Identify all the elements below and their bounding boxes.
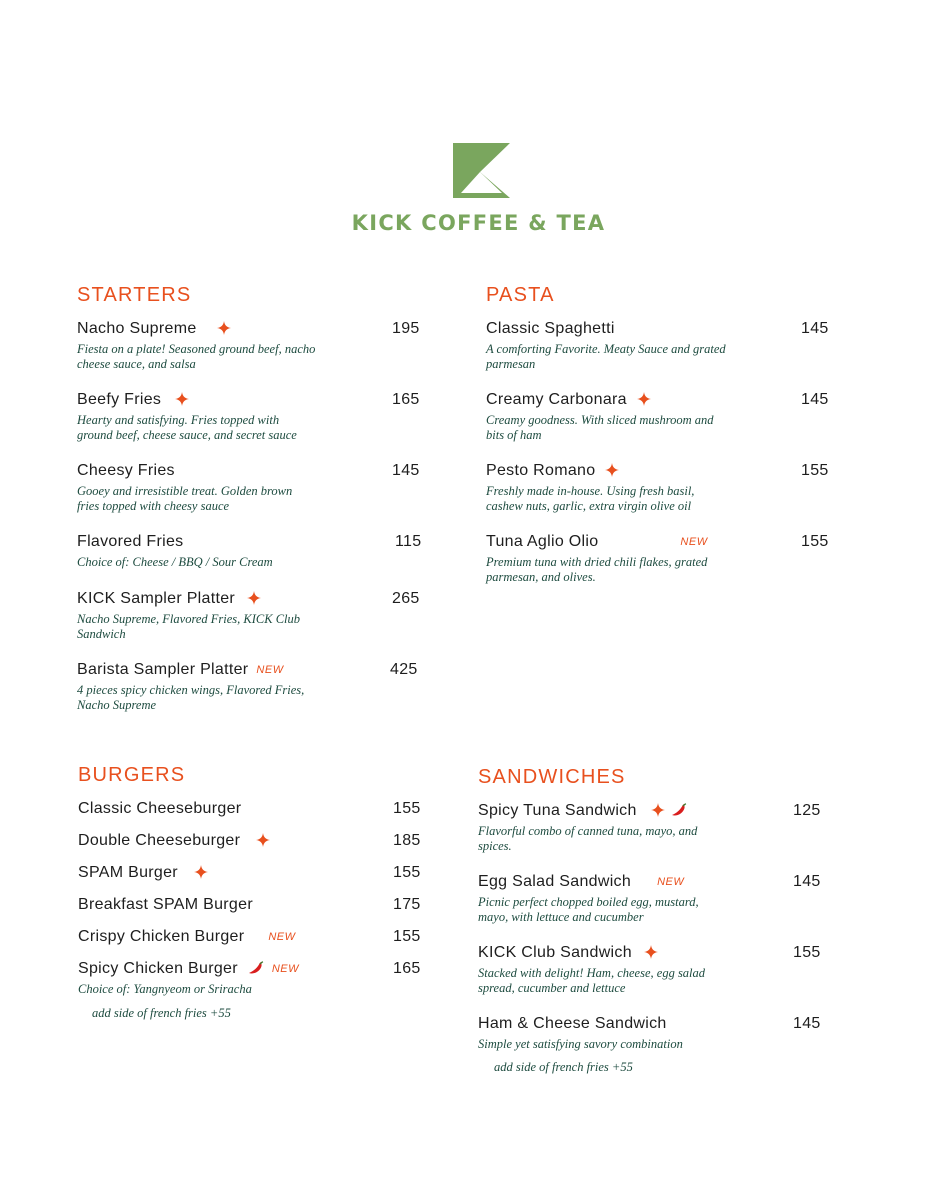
sparkle-icon — [194, 865, 208, 885]
item-price: 145 — [793, 1015, 821, 1032]
item-price: 145 — [801, 320, 829, 337]
item-name: Tuna Aglio Olio — [486, 533, 599, 550]
item-price: 265 — [392, 590, 420, 607]
sparkle-icon — [644, 945, 658, 965]
item-description: 4 pieces spicy chicken wings, Flavored Fries, Nacho Supreme — [77, 683, 305, 712]
section-title: BURGERS — [78, 764, 186, 786]
menu-item — [478, 801, 823, 872]
item-price: 155 — [801, 462, 829, 479]
item-name: Pesto Romano — [486, 462, 596, 479]
item-price: 155 — [801, 533, 829, 550]
item-description: Flavorful combo of canned tuna, mayo, and spices. — [478, 824, 698, 853]
item-price: 195 — [392, 320, 420, 337]
menu-item — [77, 319, 422, 390]
side-note: add side of french fries +55 — [92, 1006, 231, 1020]
item-name: Nacho Supreme — [77, 320, 197, 337]
item-description: Nacho Supreme, Flavored Fries, KICK Club Sandwich — [77, 612, 301, 641]
menu-item — [78, 895, 423, 927]
menu-item — [78, 863, 423, 895]
new-badge: NEW — [271, 963, 300, 975]
item-name: KICK Club Sandwich — [478, 944, 632, 961]
item-name: Spicy Chicken Burger — [78, 960, 238, 977]
menu-item — [78, 927, 423, 959]
item-name: SPAM Burger — [78, 864, 178, 881]
item-description: Hearty and satisfying. Fries topped with ground beef, cheese sauce, and secret sauce — [77, 413, 297, 442]
sparkle-icon — [651, 803, 665, 823]
chili-icon — [248, 961, 264, 981]
item-name: Beefy Fries — [77, 391, 162, 408]
menu-item — [478, 943, 823, 1014]
item-price: 165 — [392, 391, 420, 408]
menu-item — [78, 831, 423, 863]
item-name: Barista Sampler Platter — [77, 661, 249, 678]
menu-item — [478, 872, 823, 943]
item-description: Choice of: Yangnyeom or Sriracha — [78, 982, 252, 996]
new-badge: NEW — [268, 931, 296, 943]
item-name: Spicy Tuna Sandwich — [478, 802, 637, 819]
item-price: 155 — [393, 864, 421, 881]
section-sandwiches — [478, 766, 823, 1075]
item-description: Simple yet satisfying savory combination — [478, 1037, 683, 1051]
side-note: add side of french fries +55 — [494, 1060, 633, 1074]
new-badge: NEW — [657, 876, 685, 888]
sparkle-icon — [175, 392, 189, 412]
section-title: SANDWICHES — [478, 766, 626, 788]
item-description: Freshly made in-house. Using fresh basil, cashew nuts, garlic, extra virgin olive oil — [486, 484, 695, 513]
menu-item — [77, 660, 422, 710]
menu-item — [486, 532, 831, 603]
item-name: KICK Sampler Platter — [77, 590, 236, 607]
item-price: 145 — [793, 873, 821, 890]
menu-item — [78, 799, 423, 831]
item-price: 145 — [392, 462, 420, 479]
menu-item — [77, 532, 422, 589]
section-title: STARTERS — [77, 284, 192, 306]
section-title: PASTA — [486, 284, 555, 306]
item-name: Breakfast SPAM Burger — [78, 896, 253, 913]
sparkle-icon — [217, 321, 231, 341]
sparkle-icon — [247, 591, 261, 611]
item-name: Crispy Chicken Burger — [78, 928, 245, 945]
menu-item — [486, 319, 831, 390]
section-pasta — [486, 284, 831, 603]
item-description: Premium tuna with dried chili flakes, grated parmesan, and olives. — [486, 555, 708, 584]
item-name: Egg Salad Sandwich — [478, 873, 632, 890]
menu-item — [77, 589, 422, 660]
item-price: 155 — [793, 944, 821, 961]
menu-item — [77, 461, 422, 532]
item-name: Double Cheeseburger — [78, 832, 241, 849]
section-starters — [77, 284, 422, 710]
item-description: Gooey and irresistible treat. Golden brown fries topped with cheesy sauce — [77, 484, 293, 513]
item-price: 425 — [390, 661, 418, 678]
brand-name: KICK COFFEE & TEA — [351, 211, 606, 235]
item-price: 155 — [393, 800, 421, 817]
item-price: 115 — [395, 533, 422, 550]
new-badge: NEW — [680, 536, 708, 548]
menu-item — [486, 390, 831, 461]
sparkle-icon — [256, 833, 270, 853]
sparkle-icon — [605, 463, 619, 483]
menu-item — [486, 461, 831, 532]
item-price: 165 — [393, 960, 421, 977]
item-price: 185 — [393, 832, 421, 849]
item-name: Classic Cheeseburger — [78, 800, 242, 817]
item-description: Fiesta on a plate! Seasoned ground beef, nacho cheese sauce, and salsa — [77, 342, 316, 371]
item-price: 145 — [801, 391, 829, 408]
menu-item — [478, 1014, 823, 1060]
item-name: Ham & Cheese Sandwich — [478, 1015, 667, 1032]
sparkle-icon — [637, 392, 651, 412]
item-name: Cheesy Fries — [77, 462, 175, 479]
menu-item — [78, 959, 423, 1009]
item-description: Stacked with delight! Ham, cheese, egg salad spread, cucumber and lettuce — [478, 966, 706, 995]
menu-item — [77, 390, 422, 461]
new-badge: NEW — [256, 664, 284, 676]
item-name: Classic Spaghetti — [486, 320, 615, 337]
logo-mark — [453, 143, 510, 198]
item-name: Flavored Fries — [77, 533, 184, 550]
chili-icon — [671, 803, 687, 823]
section-burgers — [78, 764, 423, 1021]
item-price: 175 — [393, 896, 421, 913]
item-name: Creamy Carbonara — [486, 391, 627, 408]
item-description: Choice of: Cheese / BBQ / Sour Cream — [77, 555, 273, 569]
item-price: 155 — [393, 928, 421, 945]
item-description: A comforting Favorite. Meaty Sauce and grated parmesan — [486, 342, 726, 371]
item-description: Picnic perfect chopped boiled egg, mustard, mayo, with lettuce and cucumber — [478, 895, 699, 924]
item-price: 125 — [793, 802, 821, 819]
item-description: Creamy goodness. With sliced mushroom and bits of ham — [486, 413, 714, 442]
